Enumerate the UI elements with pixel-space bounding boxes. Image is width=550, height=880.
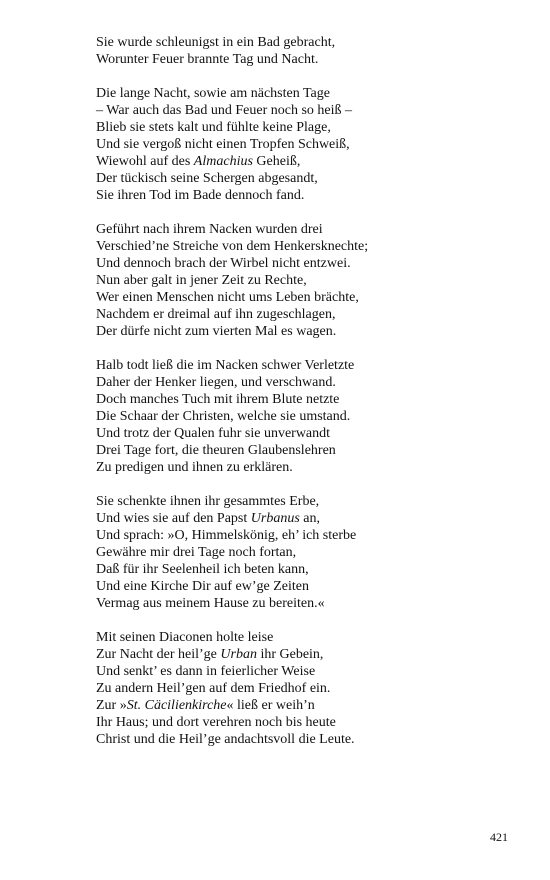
verse-text: Ihr Haus; und dort verehren noch bis heute xyxy=(96,715,336,730)
verse-line xyxy=(96,170,516,187)
poem-text xyxy=(96,34,516,765)
verse-text: Halb todt ließ die im Nacken schwer Verletzte xyxy=(96,358,355,373)
verse-text: Der tückisch seine Schergen abgesandt, xyxy=(96,171,318,186)
verse-text: Daß für ihr Seelenheil ich beten kann, xyxy=(96,562,309,577)
verse-text: an, xyxy=(299,511,320,526)
verse-text: Verschied’ne Streiche von dem Henkersknechte; xyxy=(96,239,369,254)
verse-text: Und eine Kirche Dir auf ew’ge Zeiten xyxy=(96,579,310,594)
verse-text: Christ und die Heil’ge andachtsvoll die Leute. xyxy=(96,732,355,747)
stanza xyxy=(96,357,516,476)
verse-line xyxy=(96,578,516,595)
verse-line xyxy=(96,561,516,578)
verse-text: Doch manches Tuch mit ihrem Blute netzte xyxy=(96,392,340,407)
verse-text: Zur » xyxy=(96,698,127,713)
verse-line xyxy=(96,255,516,272)
verse-line xyxy=(96,408,516,425)
verse-line xyxy=(96,646,516,663)
verse-text: Daher der Henker liegen, und verschwand. xyxy=(96,375,336,390)
verse-text: Und dennoch brach der Wirbel nicht entzwei. xyxy=(96,256,351,271)
verse-line xyxy=(96,272,516,289)
verse-line xyxy=(96,697,516,714)
verse-line xyxy=(96,289,516,306)
verse-line xyxy=(96,442,516,459)
verse-line xyxy=(96,323,516,340)
verse-line xyxy=(96,221,516,238)
stanza xyxy=(96,85,516,204)
verse-line xyxy=(96,425,516,442)
verse-text: Nun aber galt in jener Zeit zu Rechte, xyxy=(96,273,307,288)
verse-text: Die lange Nacht, sowie am nächsten Tage xyxy=(96,86,330,101)
verse-line xyxy=(96,187,516,204)
verse-line xyxy=(96,357,516,374)
verse-text: Wer einen Menschen nicht ums Leben brächte, xyxy=(96,290,359,305)
verse-text: – War auch das Bad und Feuer noch so heiß – xyxy=(96,103,352,118)
verse-text: Nachdem er dreimal auf ihn zugeschlagen, xyxy=(96,307,336,322)
verse-text: Wiewohl auf des xyxy=(96,154,194,169)
verse-line xyxy=(96,34,516,51)
verse-text: « ließ er weih’n xyxy=(226,698,315,713)
verse-line xyxy=(96,629,516,646)
verse-text: Sie ihren Tod im Bade dennoch fand. xyxy=(96,188,305,203)
verse-line xyxy=(96,391,516,408)
verse-line xyxy=(96,85,516,102)
verse-text: Vermag aus meinem Hause zu bereiten.« xyxy=(96,596,325,611)
verse-line xyxy=(96,544,516,561)
verse-line xyxy=(96,510,516,527)
verse-text: Und wies sie auf den Papst xyxy=(96,511,251,526)
verse-line xyxy=(96,714,516,731)
verse-text: Und trotz der Qualen fuhr sie unverwandt xyxy=(96,426,331,441)
verse-line xyxy=(96,459,516,476)
verse-text: Und senkt’ es dann in feierlicher Weise xyxy=(96,664,316,679)
verse-text: Und sie vergoß nicht einen Tropfen Schweiß, xyxy=(96,137,350,152)
verse-line xyxy=(96,119,516,136)
verse-text: Drei Tage fort, die theuren Glaubenslehren xyxy=(96,443,336,458)
verse-text: Sie schenkte ihnen ihr gesammtes Erbe, xyxy=(96,494,320,509)
verse-text: Blieb sie stets kalt und fühlte keine Plage, xyxy=(96,120,331,135)
verse-line xyxy=(96,680,516,697)
verse-text: Zu andern Heil’gen auf dem Friedhof ein. xyxy=(96,681,331,696)
verse-line xyxy=(96,374,516,391)
stanza xyxy=(96,493,516,612)
verse-text: Die Schaar der Christen, welche sie umstand. xyxy=(96,409,351,424)
verse-text: Mit seinen Diaconen holte leise xyxy=(96,630,274,645)
verse-text: Der dürfe nicht zum vierten Mal es wagen. xyxy=(96,324,337,339)
verse-text: Gewähre mir drei Tage noch fortan, xyxy=(96,545,297,560)
page-number: 421 xyxy=(490,830,508,844)
stanza xyxy=(96,34,516,68)
italic-name: Urbanus xyxy=(250,511,300,526)
stanza xyxy=(96,221,516,340)
verse-line xyxy=(96,306,516,323)
verse-line xyxy=(96,51,516,68)
verse-text: Und sprach: »O, Himmelskönig, eh’ ich sterbe xyxy=(96,528,357,543)
verse-line xyxy=(96,731,516,748)
verse-text: Sie wurde schleunigst in ein Bad gebracht, xyxy=(96,35,336,50)
verse-line xyxy=(96,238,516,255)
verse-line xyxy=(96,136,516,153)
verse-line xyxy=(96,153,516,170)
verse-line xyxy=(96,527,516,544)
italic-name: Almachius xyxy=(193,154,253,169)
verse-text: Worunter Feuer brannte Tag und Nacht. xyxy=(96,52,319,67)
verse-line xyxy=(96,493,516,510)
verse-line xyxy=(96,595,516,612)
verse-text: ihr Gebein, xyxy=(256,647,324,662)
italic-name: Urban xyxy=(220,647,257,662)
verse-text: Zur Nacht der heil’ge xyxy=(96,647,221,662)
verse-text: Zu predigen und ihnen zu erklären. xyxy=(96,460,293,475)
verse-line xyxy=(96,102,516,119)
verse-text: Geheiß, xyxy=(252,154,301,169)
stanza xyxy=(96,629,516,748)
italic-name: St. Cäcilienkirche xyxy=(126,698,227,713)
verse-line xyxy=(96,663,516,680)
verse-text: Geführt nach ihrem Nacken wurden drei xyxy=(96,222,323,237)
